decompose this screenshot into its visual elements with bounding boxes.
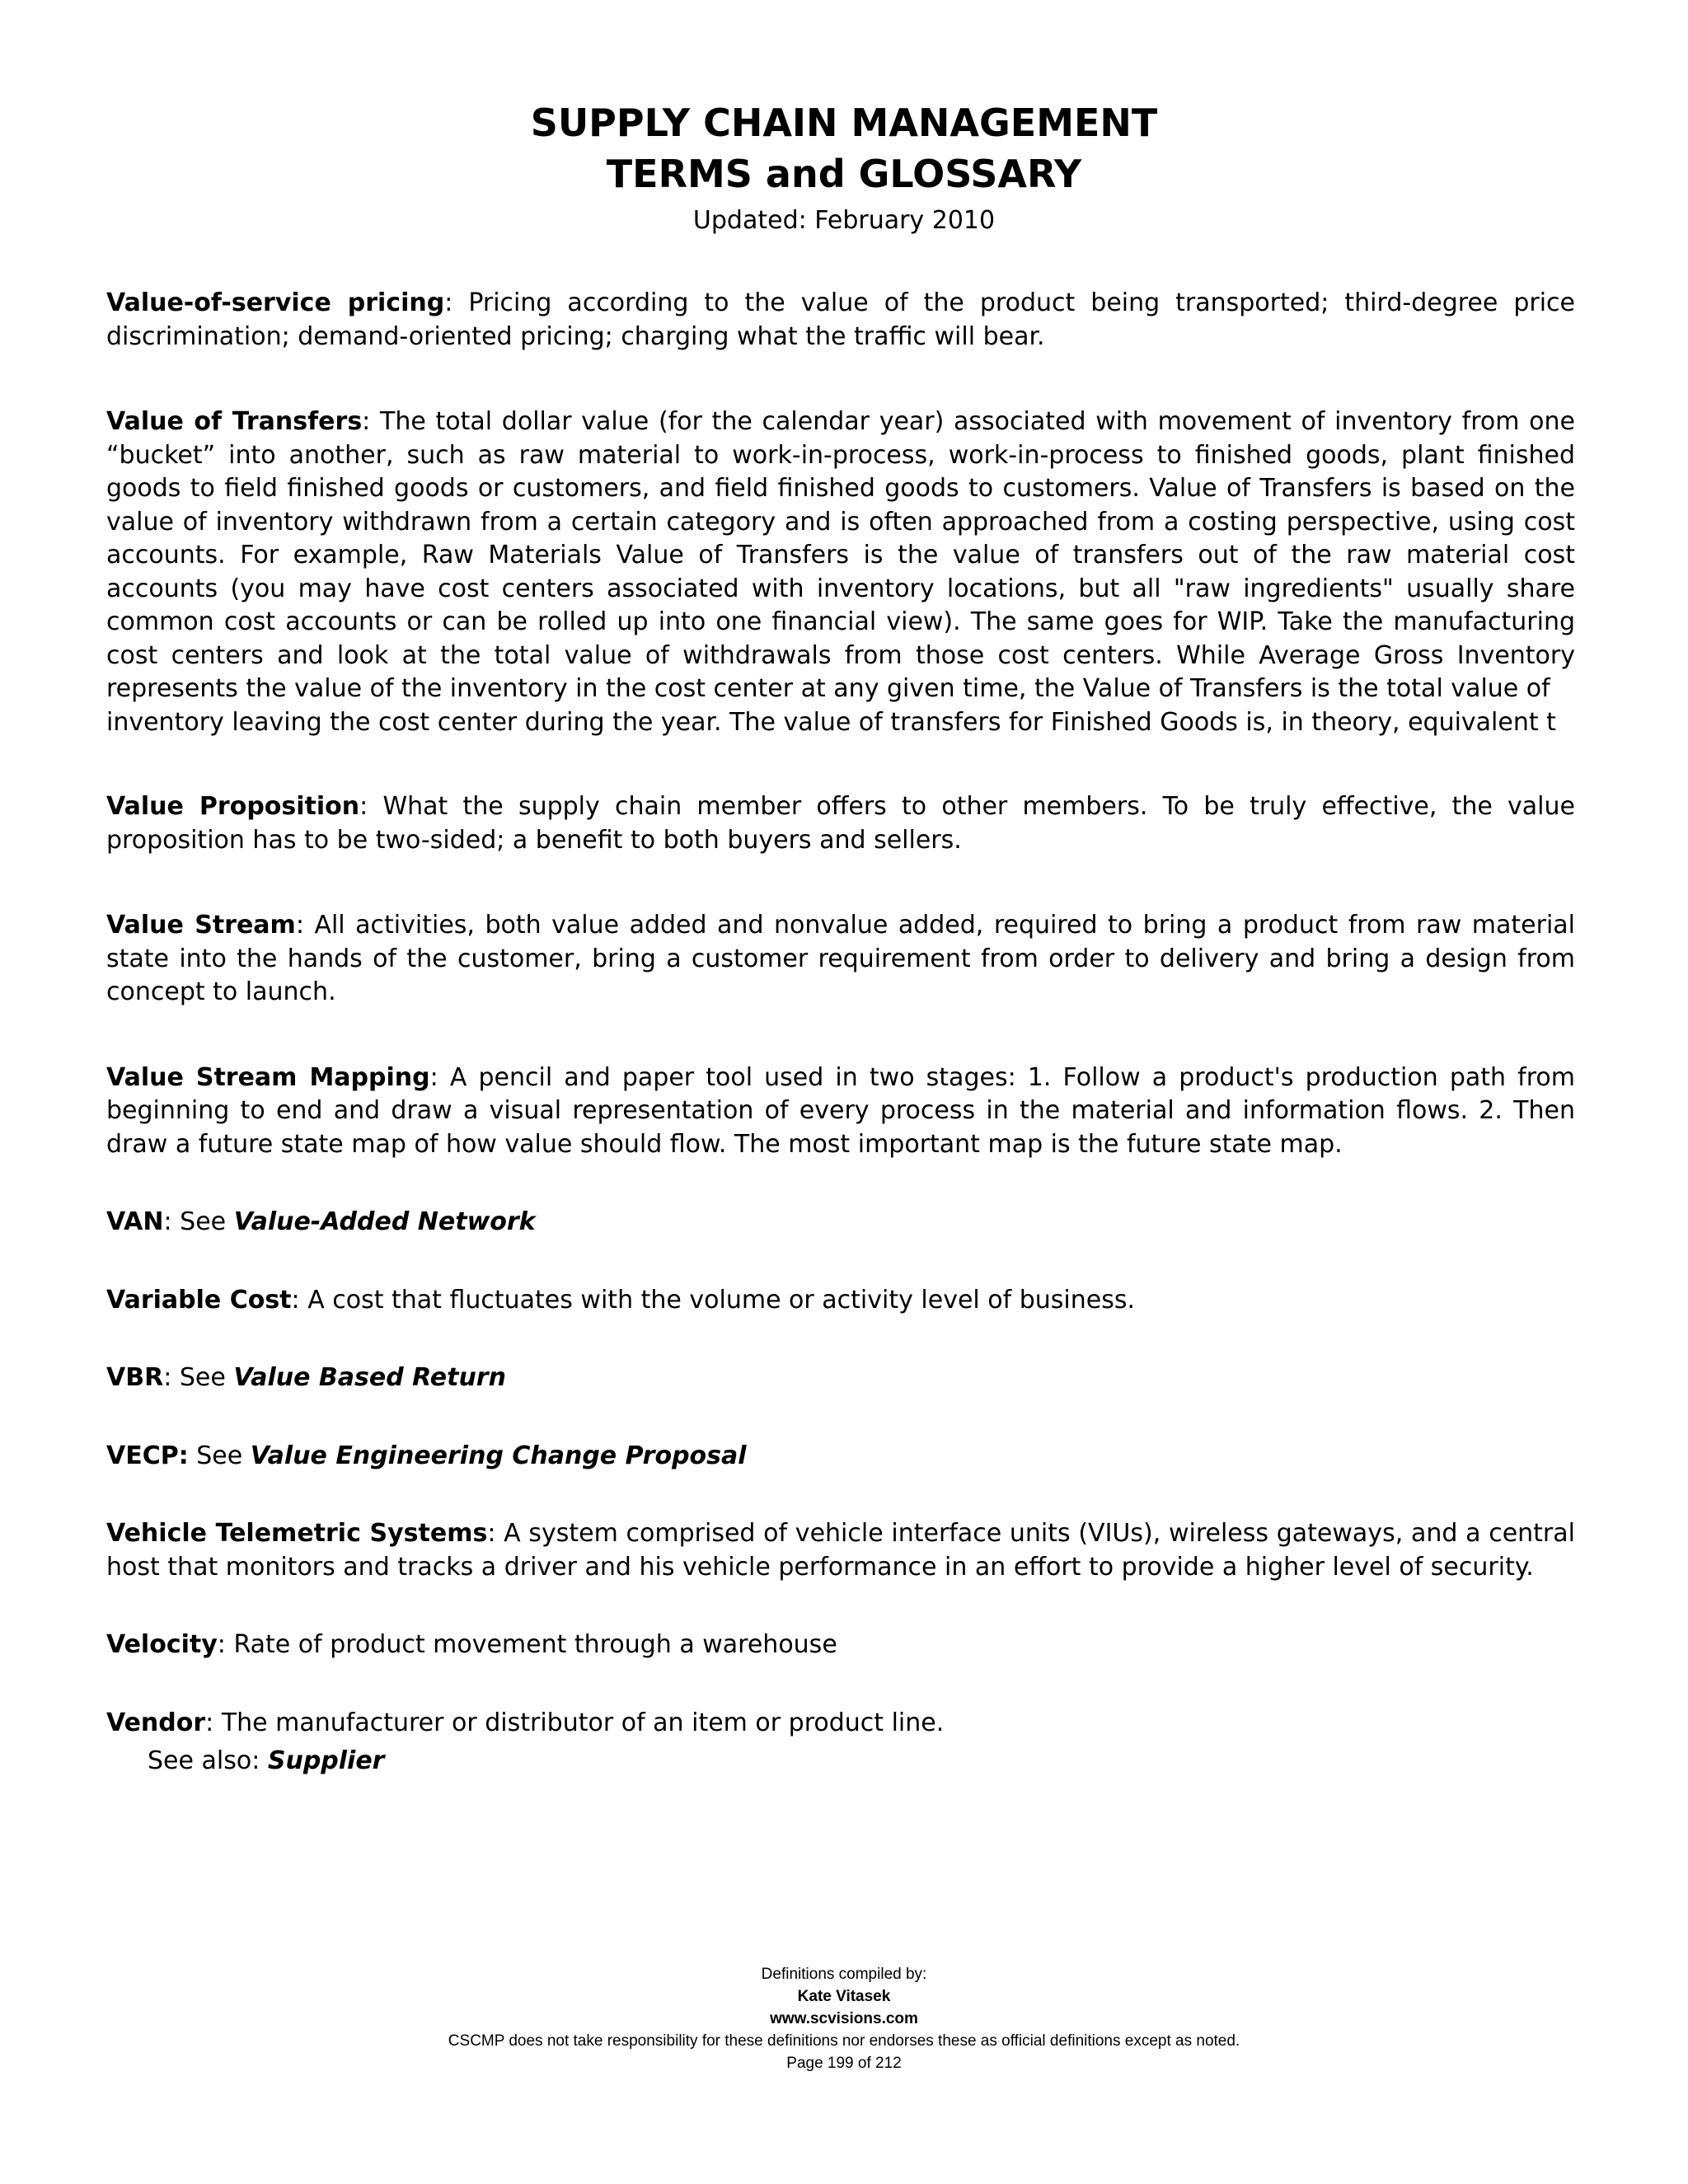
glossary-term: Variable Cost bbox=[106, 1285, 292, 1315]
document-title-line-1: SUPPLY CHAIN MANAGEMENT bbox=[530, 101, 1158, 145]
see-label: See bbox=[179, 1363, 226, 1392]
glossary-term: Value-of-service pricing bbox=[106, 288, 445, 317]
glossary-entry: Vendor: The manufacturer or distributor of an item or product line. bbox=[106, 1708, 945, 1737]
page-footer bbox=[0, 1963, 1688, 2074]
glossary-term: Vendor bbox=[106, 1708, 206, 1737]
glossary-term: Value of Transfers bbox=[106, 407, 363, 436]
glossary-definition: A cost that fluctuates with the volume or activity level of business. bbox=[307, 1285, 1136, 1315]
glossary-definition: All activities, both value added and nonvalue added, required to bring a product from raw material state into the hands of the customer, bring a customer requirement from order to delivery and bring a design from concept to launch. bbox=[106, 911, 1575, 1006]
glossary-term: Value Proposition bbox=[106, 792, 360, 821]
cross-reference-link[interactable]: Value Engineering Change Proposal bbox=[250, 1441, 747, 1470]
glossary-term: VAN bbox=[106, 1207, 164, 1236]
glossary-entry: Value of Transfers: The total dollar value (for the calendar year) associated with movement of inventory from one “bucket” into another, such as raw material to work-in-process, work-in-process to finished goods, plant finished goods to field finished goods or customers, and field finished goods to customers. Value of Transfers is based on the value of inventory withdrawn from a certain category and is often approached from a costing perspective, using cost accounts. For example, Raw Materials Value of Transfers is the value of transfers out of the raw material cost accounts (you may have cost centers associated with inventory locations, but all "raw ingredients" usually share common cost accounts or can be rolled up into one financial view). The same goes for WIP. Take the manufacturing cost centers and look at the total value of withdrawals from those cost centers. While Average Gross Inventory represents the value of the inventory in the cost center at any given time, the Value of Transfers is the total value of bbox=[106, 407, 1575, 703]
glossary-entry: Value-of-service pricing: Pricing according to the value of the product being transported; third-degree price discrimination; demand-oriented pricing; charging what the traffic will bear. bbox=[106, 288, 1575, 351]
glossary-term: Value Stream Mapping bbox=[106, 1062, 430, 1092]
cross-reference-link[interactable]: Supplier bbox=[267, 1746, 385, 1775]
glossary-term: VECP: bbox=[106, 1441, 189, 1470]
glossary-entry: Value Stream Mapping: A pencil and paper tool used in two stages: 1. Follow a product's production path from beginning to end and draw a visual representation of every process in the material and information flows. 2. Then draw a future state map of how value should flow. The most important map is the future state map. bbox=[106, 1062, 1575, 1159]
glossary-definition: A system comprised of vehicle interface units (VIUs), wireless gateways, and a central host that monitors and tracks a driver and his vehicle performance in an effort to provide a higher level of security. bbox=[106, 1519, 1575, 1582]
glossary-entry: Value Proposition: What the supply chain member offers to other members. To be truly effective, the value proposition has to be two-sided; a benefit to both buyers and sellers. bbox=[106, 792, 1575, 855]
glossary-entry: VAN: See Value-Added Network bbox=[106, 1207, 536, 1236]
glossary-definition: Rate of product movement through a warehouse bbox=[233, 1630, 837, 1659]
glossary-entry: Variable Cost: A cost that fluctuates with the volume or activity level of business. bbox=[106, 1285, 1136, 1315]
footer-compiled-by: Definitions compiled by: bbox=[761, 1966, 927, 1983]
document-title-line-2: TERMS and GLOSSARY bbox=[606, 152, 1082, 196]
glossary-entry: Value Stream: All activities, both value added and nonvalue added, required to bring a product from raw material state into the hands of the customer, bring a customer requirement from order to delivery and bring a design from concept to launch. bbox=[106, 911, 1575, 1006]
glossary-definition: A pencil and paper tool used in two stages: 1. Follow a product's production path from beginning to end and draw a visual representation of every process in the material and information flows. 2. Then draw a future state map of how value should flow. The most important map is the future state map. bbox=[106, 1062, 1575, 1159]
see-also-line bbox=[106, 1745, 1575, 1779]
title-block bbox=[0, 97, 1688, 239]
glossary-term: Velocity bbox=[106, 1630, 218, 1659]
glossary-entry: Velocity: Rate of product movement through a warehouse bbox=[106, 1630, 837, 1659]
footer-website-link[interactable]: www.scvisions.com bbox=[770, 2010, 918, 2027]
glossary-entry: Vehicle Telemetric Systems: A system comprised of vehicle interface units (VIUs), wireless gateways, and a central host that monitors and tracks a driver and his vehicle performance in an effort to provide a higher level of security. bbox=[106, 1519, 1575, 1582]
glossary-definition: The total dollar value (for the calendar year) associated with movement of inventory from one “bucket” into another, such as raw material to work-in-process, work-in-process to finished goods, plant finished goods to field finished goods or customers, and field finished goods to customers. Value of Transfers is based on the value of inventory withdrawn from a certain category and is often approached from a costing perspective, using cost accounts. For example, Raw Materials Value of Transfers is the value of transfers out of the raw material cost accounts (you may have cost centers associated with inventory locations, but all "raw ingredients" usually share common cost accounts or can be rolled up into one financial view). The same goes for WIP. Take the manufacturing cost centers and look at the total value of withdrawals from those cost centers. While Average Gross Inventory represents the value of the inventory in the cost center at any given time, the Value of Transfers is the total value of bbox=[106, 407, 1575, 703]
see-also-label: See also: bbox=[148, 1746, 260, 1775]
glossary-definition: What the supply chain member offers to other members. To be truly effective, the value proposition has to be two-sided; a benefit to both buyers and sellers. bbox=[106, 792, 1575, 855]
glossary-definition-clipped-line: inventory leaving the cost center during the year. The value of transfers for Finished Goods is, in theory, equivalent t bbox=[106, 707, 1556, 737]
updated-date: Updated: February 2010 bbox=[692, 206, 996, 235]
glossary-entries bbox=[106, 287, 1575, 1779]
glossary-term: Vehicle Telemetric Systems bbox=[106, 1519, 488, 1548]
footer-disclaimer: CSCMP does not take responsibility for these definitions nor endorses these as official definitions except as noted. bbox=[448, 2032, 1240, 2050]
glossary-entry: VBR: See Value Based Return bbox=[106, 1363, 506, 1392]
glossary-entry bbox=[106, 1440, 1575, 1474]
cross-reference-link[interactable]: Value Based Return bbox=[233, 1363, 506, 1392]
glossary-definition: The manufacturer or distributor of an item or product line. bbox=[221, 1708, 945, 1737]
glossary-term: Value Stream bbox=[106, 911, 296, 940]
footer-author: Kate Vitasek bbox=[797, 1988, 891, 2005]
footer-page-number: Page 199 of 212 bbox=[786, 2055, 902, 2072]
glossary-term: VBR bbox=[106, 1363, 164, 1392]
see-label: See bbox=[196, 1441, 243, 1470]
glossary-definition: Pricing according to the value of the product being transported; third-degree price discrimination; demand-oriented pricing; charging what the traffic will bear. bbox=[106, 288, 1575, 351]
cross-reference-link[interactable]: Value-Added Network bbox=[233, 1207, 536, 1236]
see-label: See bbox=[180, 1207, 227, 1236]
